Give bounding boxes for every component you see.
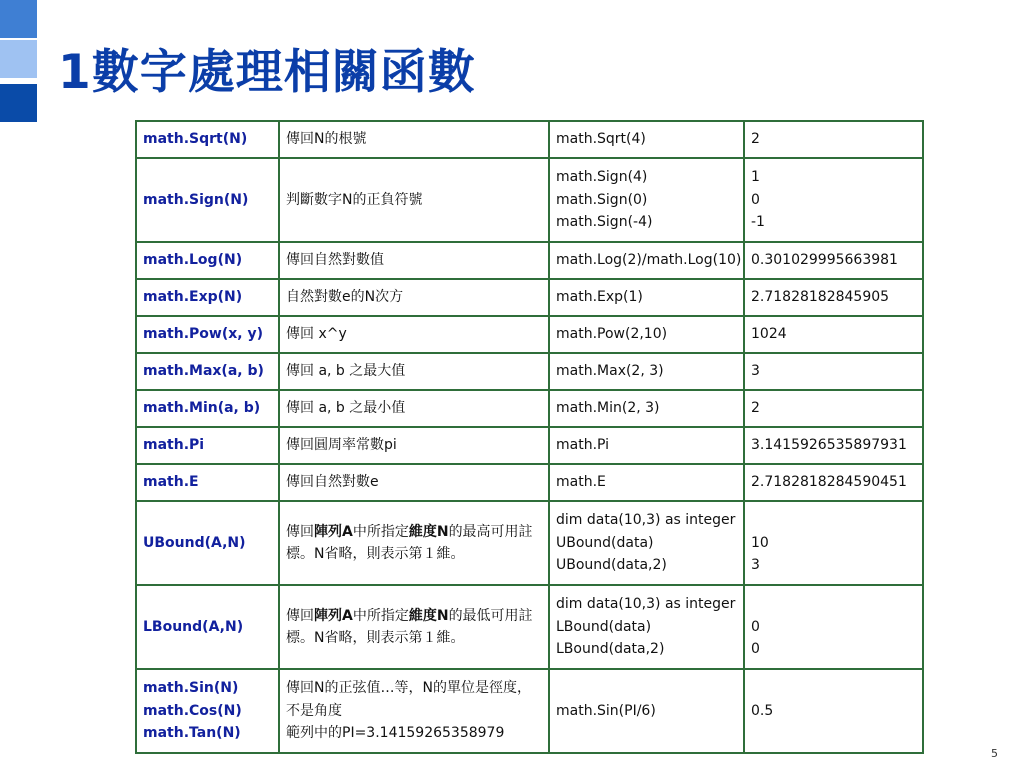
function-table-wrapper [135,120,922,754]
function-name-cell-line: math.Cos(N) [143,702,242,719]
result-cell-line: 0.301029995663981 [751,252,898,269]
function-name-cell-line: math.E [143,474,199,491]
result-cell-line [751,593,916,616]
description-cell [279,353,549,390]
table-row [136,585,923,669]
result-cell-line: 0 [751,641,760,658]
example-cell-line: LBound(data,2) [556,641,665,658]
description-cell [279,158,549,242]
description-cell-line: 傳回圓周率常數pi [286,437,397,454]
function-name-cell-line: math.Tan(N) [143,725,241,742]
function-name-cell-line: UBound(A,N) [143,534,246,551]
function-name-cell-line: math.Max(a, b) [143,363,264,380]
function-name-cell [136,121,279,158]
example-cell [549,316,744,353]
result-cell [744,464,923,501]
function-name-cell-line: math.Pow(x, y) [143,326,263,343]
example-cell-line: math.Sign(-4) [556,214,653,231]
example-cell [549,585,744,669]
table-row [136,501,923,585]
result-cell-line: -1 [751,214,765,231]
example-cell-line: UBound(data) [556,534,654,551]
function-table-body [136,121,923,753]
function-name-cell-line: math.Sin(N) [143,680,239,697]
example-cell-line: math.Sin(PI/6) [556,702,656,719]
table-row [136,464,923,501]
result-cell-line: 3 [751,557,760,574]
result-cell [744,390,923,427]
function-name-cell [136,316,279,353]
function-name-cell [136,669,279,753]
table-row [136,669,923,753]
result-cell [744,316,923,353]
example-cell-line: dim data(10,3) as integer [556,596,736,613]
description-cell-line: 傳回 x^y [286,326,347,343]
slide-title: 1數字處理相關函數 [58,45,476,100]
function-name-cell-line: LBound(A,N) [143,618,244,635]
example-cell [549,501,744,585]
result-cell-line: 2 [751,131,760,148]
description-cell [279,121,549,158]
function-name-cell [136,390,279,427]
example-cell [549,464,744,501]
description-text: 中所指定 [352,607,409,624]
description-keyword: 陣列A [314,523,353,540]
description-keyword: 維度N [408,523,449,540]
result-cell-line: 10 [751,534,769,551]
result-cell-line: 1024 [751,326,787,343]
example-cell [549,242,744,279]
example-cell-line: math.Exp(1) [556,289,643,306]
description-cell [279,242,549,279]
example-cell-line: LBound(data) [556,618,652,635]
result-cell [744,279,923,316]
description-cell [279,427,549,464]
example-cell-line: dim data(10,3) as integer [556,512,736,529]
table-row [136,390,923,427]
description-text: 傳回 [286,607,314,624]
description-text: 中所指定 [352,523,409,540]
example-cell-line: math.Min(2, 3) [556,400,660,417]
description-cell-line: 自然對數e的N次方 [286,289,404,306]
description-cell [279,464,549,501]
example-cell-line: math.Pi [556,437,610,454]
function-name-cell-line: math.Sign(N) [143,191,249,208]
function-name-cell-line: math.Pi [143,437,205,454]
result-cell-line: 3.1415926535897931 [751,437,907,454]
result-cell-line: 2.7182818284590451 [751,474,907,491]
table-row [136,353,923,390]
description-cell-line: 傳回自然對數e [286,474,379,491]
result-cell-line: 1 [751,169,760,186]
example-cell-line: math.Max(2, 3) [556,363,664,380]
table-row [136,121,923,158]
description-text: 的最高可用註標。N省略，則表示第１維。 [286,523,533,562]
example-cell-line: UBound(data,2) [556,557,667,574]
description-text: 傳回 [286,523,314,540]
description-keyword: 維度N [408,607,449,624]
description-cell [279,390,549,427]
description-cell [279,585,549,669]
function-name-cell [136,158,279,242]
function-name-cell-line: math.Log(N) [143,252,243,269]
function-name-cell [136,279,279,316]
result-cell [744,501,923,585]
result-cell-line: 0.5 [751,702,774,719]
example-cell [549,390,744,427]
result-cell-line: 0 [751,191,760,208]
function-name-cell-line: math.Sqrt(N) [143,131,248,148]
result-cell [744,353,923,390]
description-keyword: 陣列A [314,607,353,624]
description-cell-line: 傳回自然對數值 [286,252,384,269]
description-cell [279,501,549,585]
example-cell-line: math.Sqrt(4) [556,131,646,148]
result-cell [744,121,923,158]
function-name-cell [136,427,279,464]
decor-block-middle [0,40,37,78]
description-cell [279,279,549,316]
table-row [136,279,923,316]
function-name-cell [136,501,279,585]
example-cell [549,158,744,242]
function-name-cell [136,353,279,390]
function-name-cell [136,585,279,669]
example-cell [549,669,744,753]
result-cell-line: 2 [751,400,760,417]
description-cell-line: 傳回 a, b 之最大值 [286,363,406,380]
function-name-cell-line: math.Min(a, b) [143,400,261,417]
example-cell [549,121,744,158]
description-cell-line: 範列中的PI=3.14159265358979 [286,725,505,742]
result-cell-line: 2.71828182845905 [751,289,890,306]
description-cell-line: 傳回 a, b 之最小值 [286,400,406,417]
page-number: 5 [991,747,998,760]
function-table [135,120,924,754]
example-cell-line: math.Sign(4) [556,169,648,186]
table-row [136,427,923,464]
result-cell-line [751,509,916,532]
table-row [136,316,923,353]
decor-block-top [0,0,37,38]
description-cell-line: 判斷數字N的正負符號 [286,191,423,208]
example-cell-line: math.Sign(0) [556,191,648,208]
result-cell-line: 3 [751,363,760,380]
description-cell [279,316,549,353]
example-cell [549,279,744,316]
function-name-cell-line: math.Exp(N) [143,289,243,306]
function-name-cell [136,242,279,279]
table-row [136,242,923,279]
description-cell-line: 傳回N的正弦值…等，N的單位是徑度，不是角度 [286,680,531,719]
description-cell-line: 傳回N的根號 [286,131,367,148]
result-cell [744,669,923,753]
result-cell [744,242,923,279]
description-cell [279,669,549,753]
description-text: 的最低可用註標。N省略，則表示第１維。 [286,607,533,646]
result-cell [744,158,923,242]
decor-block-bottom [0,84,37,122]
example-cell [549,427,744,464]
result-cell-line: 0 [751,618,760,635]
table-row [136,158,923,242]
result-cell [744,427,923,464]
example-cell-line: math.E [556,474,606,491]
result-cell [744,585,923,669]
example-cell-line: math.Log(2)/math.Log(10) [556,252,742,269]
example-cell-line: math.Pow(2,10) [556,326,668,343]
example-cell [549,353,744,390]
function-name-cell [136,464,279,501]
